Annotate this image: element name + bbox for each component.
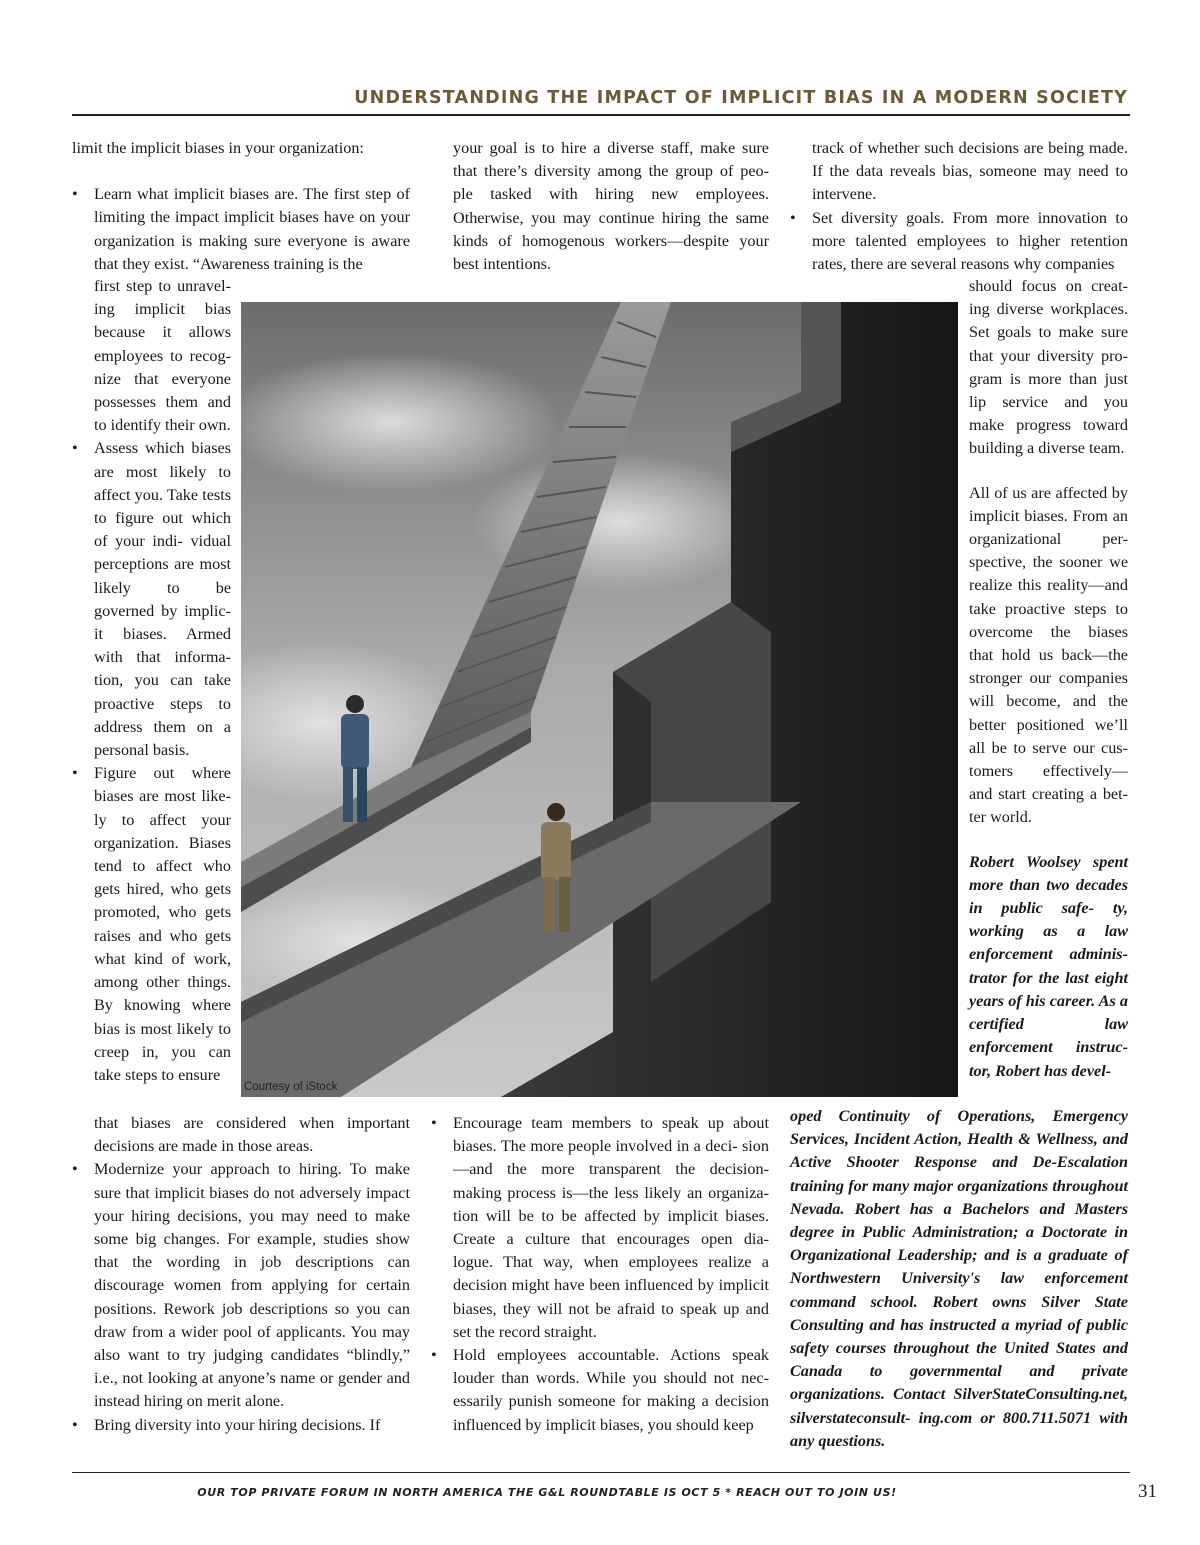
col3-cont-paragraph: track of whether such decisions are being made. If the data reveals bias, someone may need to intervene. bbox=[812, 139, 1128, 204]
bullet-figure-out-cont: that biases are considered when important decisions are made in those areas. bbox=[94, 1114, 410, 1156]
col3-top bbox=[790, 137, 1128, 276]
staircase-illustration bbox=[241, 302, 958, 1097]
col1-top bbox=[72, 137, 410, 276]
bullet-encourage: • Encourage team members to speak up about biases. The more people involved in a deci- sion—and the more transparent the decision- making process is—the less likely an organiza- tion will be to be affected by implicit biases. Create a culture that encourages open dia- logue. That way, when employees realize a decision might have been influenced by implicit biases, they will not be afraid to speak up and set the record straight. bbox=[431, 1112, 769, 1344]
closing-paragraph: All of us are affected by implicit biases. From an organizational per- spective, the sooner we realize this reality—and take proactive steps to overcome the biases that hold us back—the stronger our companies will become, and the better positioned we’ll all be to serve our cus- tomers effectively— and start creating a bet- ter world. bbox=[969, 483, 1128, 827]
bullet-set-goals: • Set diversity goals. From more innovation to more talented employees to higher retention rates, there are several reasons why companies bbox=[790, 207, 1128, 277]
col2-bottom bbox=[431, 1112, 769, 1437]
col3-bottom bbox=[790, 1105, 1128, 1453]
col2-top-paragraph: your goal is to hire a diverse staff, make sure that there’s diversity among the group of peo- ple tasked with hiring new employees. Otherwise, you may continue hiring the same kinds of homogenous workers—despite your best intentions. bbox=[453, 139, 769, 274]
col1-bottom bbox=[72, 1112, 410, 1437]
bullet-learn: • Learn what implicit biases are. The first step of limiting the impact implicit biases have on your organization is making sure everyone is aware that they exist. “Awareness training is the bbox=[72, 183, 410, 276]
bullet-figure-out: • Figure out where biases are most like- ly to affect your organization. Biases tend to affect who gets hired, who gets promoted, who gets raises and who gets what kind of work, among other things. By knowing where bias is most likely to creep in, you can take steps to ensure bbox=[72, 762, 231, 1087]
bullet-modernize: • Modernize your approach to hiring. To make sure that implicit biases do not adversely impact your hiring decisions, you may need to make some big changes. For example, studies show that the wording in job descriptions can discourage women from applying for certain positions. Rework job descriptions so you can draw from a wider pool of applicants. You may also want to try judging candidates “blindly,” i.e., not looking at anyone’s name or gender and instead hiring on merit alone. bbox=[72, 1158, 410, 1413]
footer-rule bbox=[72, 1472, 1130, 1473]
col2-top bbox=[453, 137, 769, 276]
bullet-bring-diversity: • Bring diversity into your hiring decisions. If bbox=[72, 1414, 410, 1437]
col3-narrow bbox=[969, 275, 1128, 1083]
running-header: UNDERSTANDING THE IMPACT OF IMPLICIT BIAS IN A MODERN SOCIETY bbox=[354, 88, 1128, 108]
header-rule bbox=[72, 114, 1130, 116]
intro-paragraph: limit the implicit biases in your organization: bbox=[72, 139, 364, 157]
col1-narrow bbox=[72, 275, 231, 1087]
page-number: 31 bbox=[1138, 1481, 1157, 1502]
footer-banner: OUR TOP PRIVATE FORUM IN NORTH AMERICA THE G&L ROUNDTABLE IS OCT 5 * REACH OUT TO JOIN US! bbox=[197, 1486, 897, 1499]
bullet-set-goals-cont: should focus on creat- ing diverse workplaces. Set goals to make sure that your diversity pro- gram is more than just lip service and you make progress toward building a diverse team. bbox=[969, 277, 1128, 458]
bullet-learn-cont: first step to unravel- ing implicit bias because it allows employees to recog- nize that everyone possesses them and to identify their own. bbox=[94, 277, 231, 435]
author-bio: Robert Woolsey spent more than two decades in public safe- ty, working as a law enforcement adminis- trator for the last eight years of his career. As a certified law enforcement instruc- tor, Robert has devel- bbox=[969, 852, 1128, 1080]
bullet-hold-accountable: • Hold employees accountable. Actions speak louder than words. While you should not nec- essarily punish someone for making a decision influenced by implicit biases, you should keep bbox=[431, 1344, 769, 1437]
staircase-illustration-art bbox=[241, 302, 958, 1097]
author-bio-cont: oped Continuity of Operations, Emergency Services, Incident Action, Health & Wellness, and Active Shooter Response and De-Escalation training for many major organizations throughout Nevada. Robert has a Bachelors and Masters degree in Public Administration; a Doctorate in Organizational Leadership; and is a graduate of Northwestern University's law enforcement command school. Robert owns Silver State Consulting and has instructed a myriad of public safety courses throughout the United States and Canada to governmental and private organizations. Contact SilverStateConsulting.net, silverstateconsult- ing.com or 800.711.5071 with any questions. bbox=[790, 1107, 1128, 1450]
bullet-assess: • Assess which biases are most likely to affect you. Take tests to figure out which of your indi- vidual perceptions are most likely to be governed by implic- it biases. Armed with that informa- tion, you can take proactive steps to address them on a personal basis. bbox=[72, 437, 231, 762]
image-credit: Courtesy of iStock bbox=[244, 1081, 338, 1093]
